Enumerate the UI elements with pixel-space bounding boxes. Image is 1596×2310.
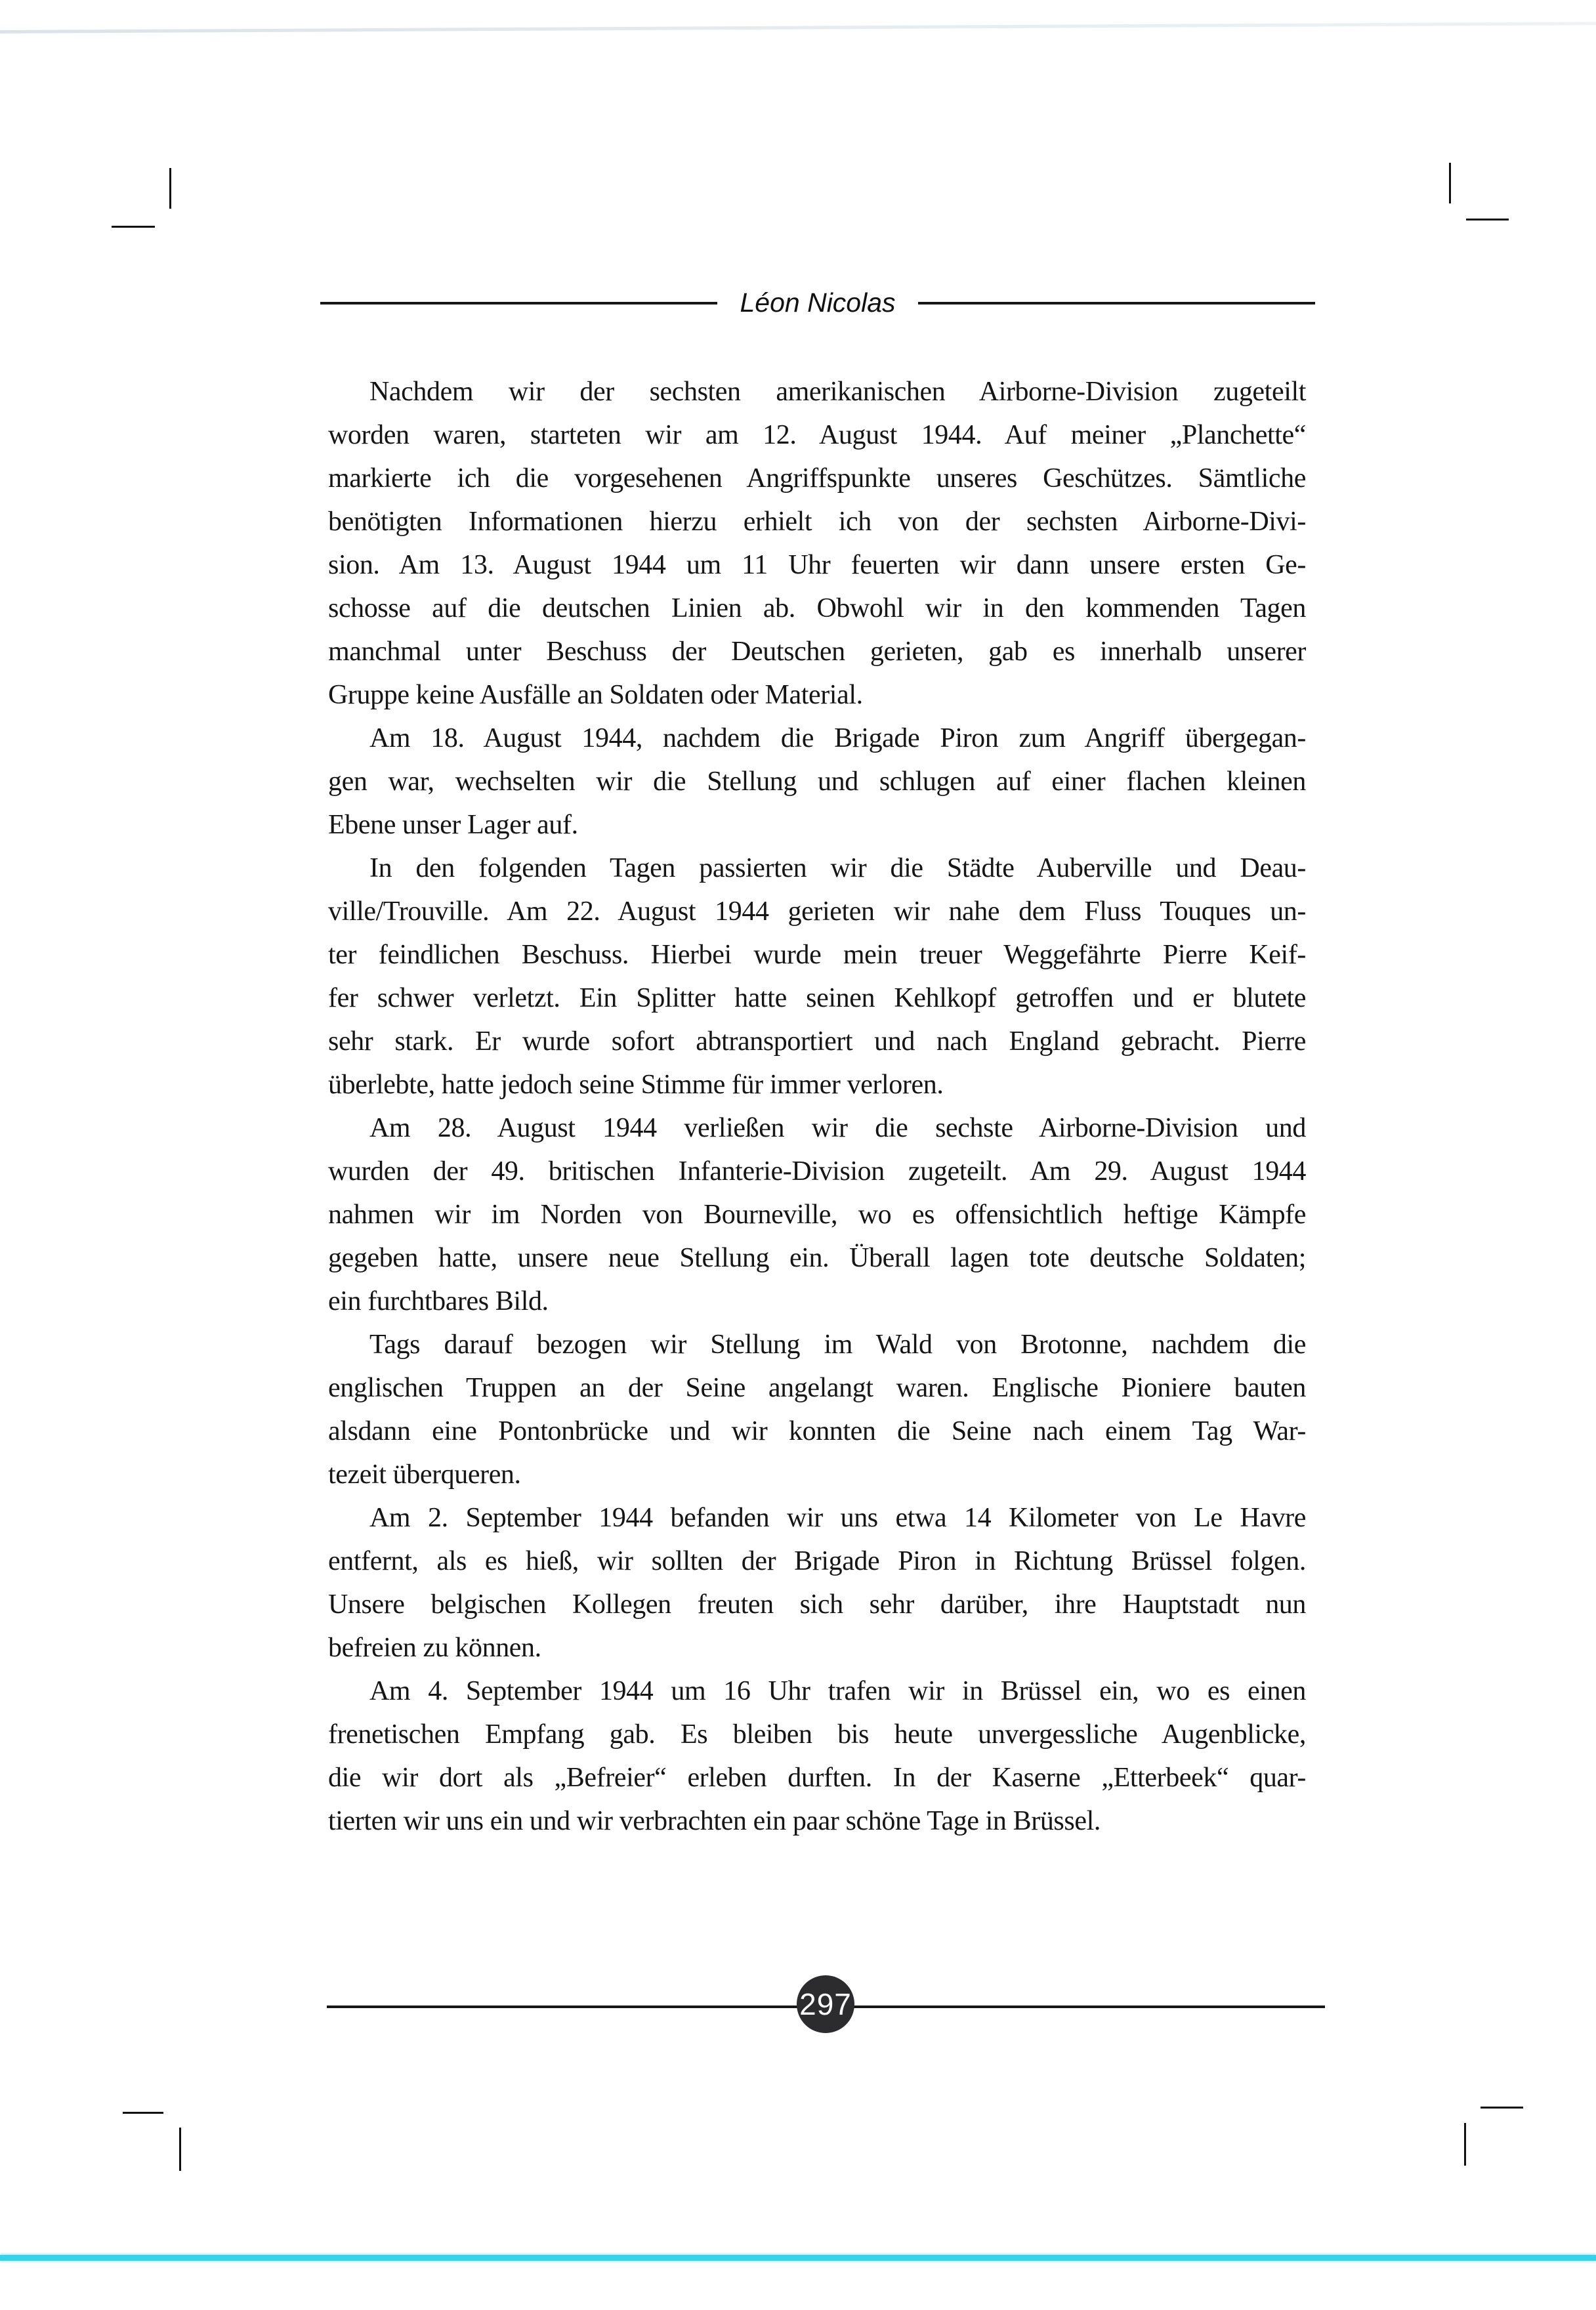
crop-mark-top-right-vertical xyxy=(1449,163,1451,203)
text-line: tezeit überqueren. xyxy=(328,1460,521,1490)
text-line: sehr stark. Er wurde sofort abtransportiert und nach England gebracht. Pierre xyxy=(328,1026,1306,1057)
crop-mark-bottom-right-vertical xyxy=(1464,2123,1466,2166)
paragraph xyxy=(328,717,1306,847)
scan-cyan-line xyxy=(0,2255,1596,2261)
page-number: 297 xyxy=(799,1987,852,2021)
text-line: manchmal unter Beschuss der Deutschen gerieten, gab es innerhalb unserer xyxy=(328,637,1306,667)
text-line: benötigten Informationen hierzu erhielt ich von der sechsten Airborne-Divi- xyxy=(328,507,1306,537)
crop-mark-top-left-vertical xyxy=(169,168,171,209)
text-line: Am 2. September 1944 befanden wir uns etwa 14 Kilometer von Le Havre xyxy=(369,1503,1306,1533)
crop-mark-top-left-horizontal xyxy=(112,226,155,228)
text-line: Tags darauf bezogen wir Stellung im Wald von Brotonne, nachdem die xyxy=(369,1330,1306,1360)
text-line: Ebene unser Lager auf. xyxy=(328,810,578,840)
text-line: frenetischen Empfang gab. Es bleiben bis heute unvergessliche Augenblicke, xyxy=(328,1719,1306,1750)
text-line: worden waren, starteten wir am 12. August 1944. Auf meiner „Planchette“ xyxy=(328,420,1306,450)
text-line: sion. Am 13. August 1944 um 11 Uhr feuerten wir dann unsere ersten Ge- xyxy=(328,550,1306,580)
text-line: gen war, wechselten wir die Stellung und schlugen auf einer flachen kleinen xyxy=(328,766,1306,797)
header-rule-right xyxy=(918,302,1315,304)
text-line: markierte ich die vorgesehenen Angriffspunkte unseres Geschützes. Sämtliche xyxy=(328,463,1306,494)
text-line: wurden der 49. britischen Infanterie-Division zugeteilt. Am 29. August 1944 xyxy=(328,1156,1306,1186)
text-line: entfernt, als es hieß, wir sollten der Brigade Piron in Richtung Brüssel folgen. xyxy=(328,1546,1306,1576)
text-line: ein furchtbares Bild. xyxy=(328,1286,549,1316)
paragraph xyxy=(328,370,1306,717)
text-line: Unsere belgischen Kollegen freuten sich sehr darüber, ihre Hauptstadt nun xyxy=(328,1589,1306,1620)
running-head-author: Léon Nicolas xyxy=(740,287,896,318)
crop-mark-top-right-horizontal xyxy=(1466,219,1509,220)
body-text xyxy=(328,370,1306,1843)
crop-mark-bottom-left-vertical xyxy=(179,2128,181,2171)
text-line: Am 4. September 1944 um 16 Uhr trafen wir in Brüssel ein, wo es einen xyxy=(369,1676,1306,1706)
text-line: Am 28. August 1944 verließen wir die sechste Airborne-Division und xyxy=(369,1113,1306,1143)
text-line: ter feindlichen Beschuss. Hierbei wurde mein treuer Weggefährte Pierre Keif- xyxy=(328,940,1306,970)
text-line: schosse auf die deutschen Linien ab. Obwohl wir in den kommenden Tagen xyxy=(328,593,1306,623)
text-line: In den folgenden Tagen passierten wir die Städte Auberville und Deau- xyxy=(369,853,1306,883)
scan-edge-artifact xyxy=(0,22,1596,33)
text-line: alsdann eine Pontonbrücke und wir konnten die Seine nach einem Tag War- xyxy=(328,1416,1306,1446)
paragraph xyxy=(328,1496,1306,1670)
text-line: Am 18. August 1944, nachdem die Brigade Piron zum Angriff übergegan- xyxy=(369,723,1306,753)
text-line: ville/Trouville. Am 22. August 1944 gerieten wir nahe dem Fluss Touques un- xyxy=(328,896,1306,927)
paragraph xyxy=(328,1106,1306,1323)
text-line: nahmen wir im Norden von Bourneville, wo es offensichtlich heftige Kämpfe xyxy=(328,1200,1306,1230)
text-line: englischen Truppen an der Seine angelangt waren. Englische Pioniere bauten xyxy=(328,1373,1306,1403)
crop-mark-bottom-left-horizontal xyxy=(123,2112,163,2114)
text-line: befreien zu können. xyxy=(328,1633,541,1663)
paragraph xyxy=(328,1670,1306,1843)
text-line: Nachdem wir der sechsten amerikanischen Airborne-Division zugeteilt xyxy=(369,377,1306,407)
running-head xyxy=(320,287,1315,318)
crop-mark-bottom-right-horizontal xyxy=(1480,2107,1523,2109)
paragraph xyxy=(328,847,1306,1106)
text-line: gegeben hatte, unsere neue Stellung ein. Überall lagen tote deutsche Soldaten; xyxy=(328,1243,1306,1273)
page-number-badge xyxy=(797,1975,854,2033)
text-line: Gruppe keine Ausfälle an Soldaten oder Material. xyxy=(328,680,863,710)
text-line: die wir dort als „Befreier“ erleben durften. In der Kaserne „Etterbeek“ quar- xyxy=(328,1763,1306,1793)
text-line: fer schwer verletzt. Ein Splitter hatte seinen Kehlkopf getroffen und er blutete xyxy=(328,983,1306,1013)
paragraph xyxy=(328,1323,1306,1496)
header-rule-left xyxy=(320,302,717,304)
text-line: überlebte, hatte jedoch seine Stimme für immer verloren. xyxy=(328,1070,944,1100)
text-line: tierten wir uns ein und wir verbrachten ein paar schöne Tage in Brüssel. xyxy=(328,1806,1101,1836)
